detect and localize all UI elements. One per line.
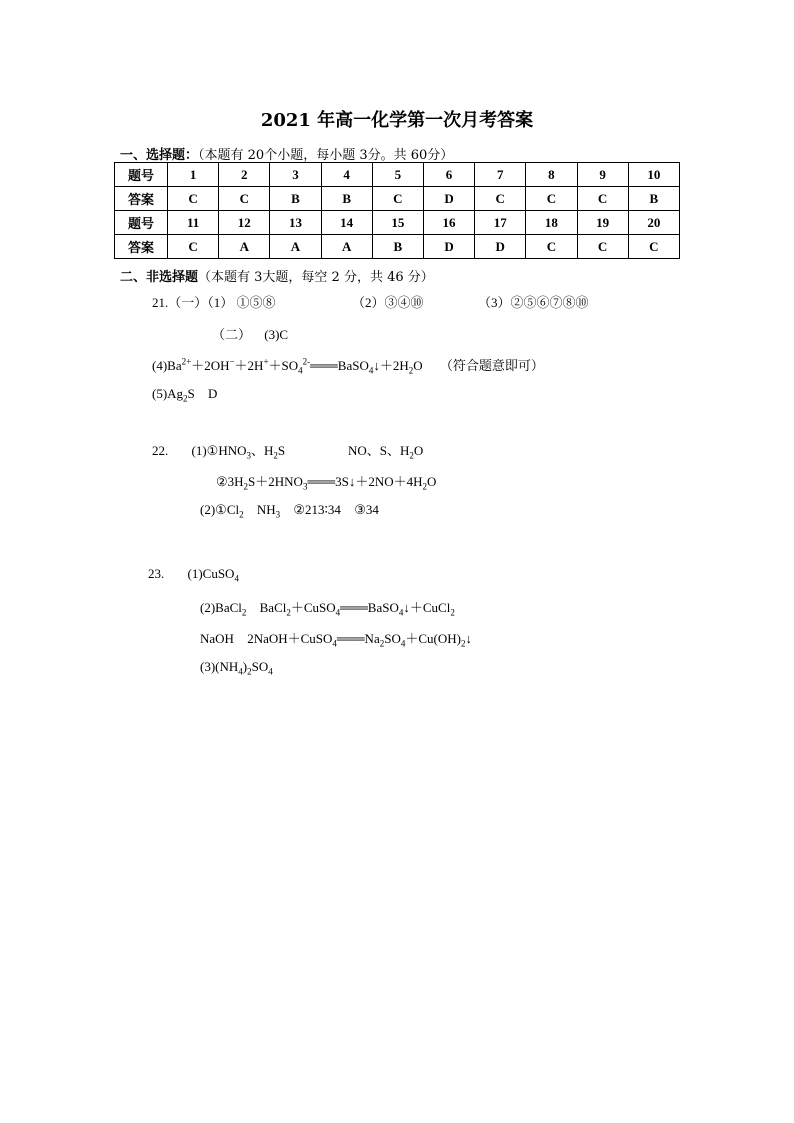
answer-cell: B	[372, 235, 423, 259]
q21-number: 21.	[152, 295, 169, 310]
question-number-cell: 5	[372, 163, 423, 187]
q21-a3c: (3)C	[264, 327, 289, 342]
section-2-heading	[120, 266, 434, 285]
question-number-cell: 7	[475, 163, 526, 187]
table-row	[115, 211, 680, 235]
section-2-title: 二、非选择题	[120, 270, 199, 285]
q21-a3-group	[478, 292, 589, 311]
q23-number: 23.	[148, 566, 165, 581]
q22-l1-c: S	[277, 443, 286, 458]
q22-l3-a: (2)①Cl	[200, 502, 240, 517]
q23-a1: (1)CuSO$_4$	[187, 566, 239, 584]
question-number-cell: 11	[168, 211, 219, 235]
answer-cell: C	[168, 187, 219, 211]
q21-a2: ③④⑩	[384, 295, 424, 310]
question-number-cell: 2	[219, 163, 270, 187]
question-number-cell: 12	[219, 211, 270, 235]
answer-cell: C	[628, 235, 679, 259]
question-number-cell: 6	[423, 163, 474, 187]
answer-cell: C	[168, 235, 219, 259]
question-number-cell: 1	[168, 163, 219, 187]
page-title: 2021 年高一化学第一次月考答案	[260, 110, 534, 131]
q23-l4: (3)(NH	[200, 659, 239, 674]
question-number-cell: 3	[270, 163, 321, 187]
q22-number: 22.	[152, 443, 169, 458]
answer-cell: C	[526, 235, 577, 259]
q21-a4-prefix: (4)Ba	[152, 358, 182, 373]
q21-a5-tail: S	[187, 386, 195, 401]
question-number-cell: 20	[628, 211, 679, 235]
question-number-cell: 13	[270, 211, 321, 235]
answer-cell: D	[423, 187, 474, 211]
answer-cell: A	[219, 235, 270, 259]
q21-a3-label: （3）	[478, 295, 511, 310]
answer-cell: B	[628, 187, 679, 211]
table-row	[115, 235, 680, 259]
answer-cell: C	[372, 187, 423, 211]
q23-line-1	[148, 566, 239, 582]
table-row	[115, 163, 680, 187]
q22-l3-b: NH	[256, 502, 276, 517]
q23-line-3	[200, 628, 472, 647]
section-1-note: （本题有 20个小题，每小题 3分。共 60分）	[198, 148, 454, 163]
q22-l3-nh3: $NH_3$	[256, 502, 281, 520]
q21-line-1	[152, 292, 276, 311]
q22-l1-products: NO、S、$H_2O$	[348, 443, 424, 461]
q21-a5-d: D	[208, 386, 218, 401]
q22-l1-oxidant: $(1)①HNO_3$、$H_2S$	[191, 443, 286, 461]
question-number-cell: 16	[423, 211, 474, 235]
row-header: 答案	[115, 235, 168, 259]
q21-a3: ②⑤⑥⑦⑧⑩	[510, 295, 589, 310]
q22-l1-a: (1)①HNO	[191, 443, 247, 458]
q21-a4-note: （符合题意即可）	[439, 358, 544, 373]
q23-l2-a: (2)BaCl	[200, 600, 242, 615]
q22-l3-d: ③34	[354, 502, 379, 517]
question-number-cell: 4	[321, 163, 372, 187]
q21-a4-equation: $(4)Ba^{2+}+2OH^-+2H^++SO_4^{2-}═══BaSO_4↓+2H_2O$	[152, 356, 423, 376]
answer-cell: A	[270, 235, 321, 259]
q23-l3-a: NaOH	[200, 631, 234, 646]
q21-a1: ①⑤⑧	[236, 295, 276, 310]
question-number-cell: 9	[577, 163, 628, 187]
q21-line-4: $(5)Ag_2S$ D	[152, 386, 218, 404]
q23-a3-equation: $2NaOH+CuSO_4═══Na_2SO_4+Cu(OH)_2↓$	[247, 631, 472, 649]
section-2-note: （本题有 3大题，每空 2 分，共 46 分）	[198, 270, 434, 285]
q22-l3-c: ②213∶34	[293, 502, 341, 517]
q22-l1-b: 、H	[250, 443, 274, 458]
q22-l1-e: O	[413, 443, 424, 458]
q21-part-1: （一）	[168, 295, 208, 310]
answer-table	[114, 162, 680, 259]
answer-cell: A	[321, 235, 372, 259]
q21-a2-group	[352, 292, 424, 311]
row-header: 题号	[115, 163, 168, 187]
q23-a2-equation: BaCl$_2$＋CuSO$_4$═══BaSO$_4$↓＋CuCl$_2$	[259, 600, 455, 618]
row-header: 题号	[115, 211, 168, 235]
answer-cell: C	[526, 187, 577, 211]
q21-line-3	[152, 355, 544, 374]
q23-line-2	[200, 597, 455, 616]
answer-cell: C	[475, 187, 526, 211]
answer-cell: B	[270, 187, 321, 211]
answer-cell: C	[219, 187, 270, 211]
row-header: 答案	[115, 187, 168, 211]
q21-a5: (5)Ag	[152, 386, 184, 401]
q21-line-2	[212, 324, 288, 343]
answer-cell: B	[321, 187, 372, 211]
q22-line-2	[216, 471, 436, 490]
question-number-cell: 8	[526, 163, 577, 187]
q23-line-4: $(3)(NH_4)_2SO_4$	[200, 659, 273, 677]
q22-line-3: $(2)①Cl_2$ $NH_3$ ②213∶34 ③34	[200, 502, 379, 520]
question-number-cell: 14	[321, 211, 372, 235]
question-number-cell: 19	[577, 211, 628, 235]
question-number-cell: 18	[526, 211, 577, 235]
q21-a1-label: （1）	[207, 295, 234, 310]
q21-part-2: （二）	[212, 327, 252, 342]
section-1-heading	[120, 144, 453, 163]
section-1-title: 一、选择题：	[120, 148, 199, 163]
q22-line-1	[152, 440, 285, 459]
q22-l1-d: NO、S、H	[348, 443, 410, 458]
q22-equation: $②3H_2S+2HNO_3═══3S↓+2NO+4H_2O$	[216, 474, 437, 492]
q23-l1: (1)CuSO	[187, 566, 235, 581]
question-number-cell: 17	[475, 211, 526, 235]
answer-cell: D	[423, 235, 474, 259]
q23-a2-reagent: (2)BaCl$_2$	[200, 600, 247, 618]
question-number-cell: 10	[628, 163, 679, 187]
answer-cell: C	[577, 187, 628, 211]
table-row	[115, 187, 680, 211]
question-number-cell: 15	[372, 211, 423, 235]
answer-cell: D	[475, 235, 526, 259]
answer-cell: C	[577, 235, 628, 259]
q21-a2-label: （2）	[352, 295, 385, 310]
